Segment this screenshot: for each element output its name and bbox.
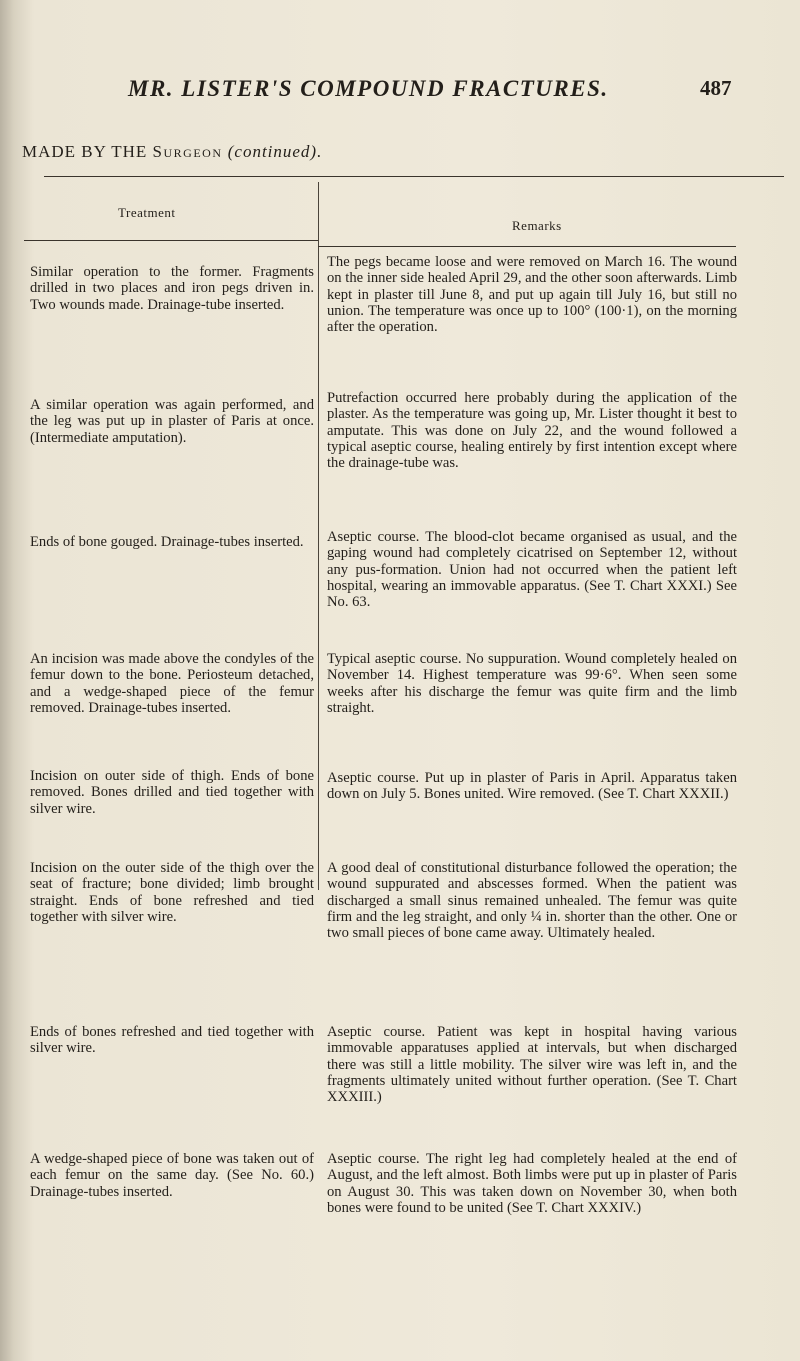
remarks-cell: Putrefaction occurred here probably during the application of the plaster. As the temperature was going up, Mr. Lister thought it best to amputate. This was done on July 22, and the wound followed a typical aseptic course, healing entirely by first intention except where the drainage-tube was. [327, 390, 737, 472]
running-head [0, 76, 800, 106]
remarks-cell: The pegs became loose and were removed on March 16. The wound on the inner side healed April 29, and the other soon afterwards. Limb kept in plaster till June 8, and put up again till July 16, but still no union. The temperature was once up to 100° (100·1), on the morning after the operation. [327, 254, 737, 336]
page-number: 487 [700, 76, 732, 100]
header-rule-left [24, 240, 318, 241]
treatment-cell: Incision on the outer side of the thigh over the seat of fracture; bone divided; limb brought straight. Ends of bone refreshed and tied together with silver wire. [30, 860, 314, 925]
treatment-cell: Similar operation to the former. Fragments drilled in two places and iron pegs driven in. Two wounds made. Drainage-tube inserted. [30, 264, 314, 313]
column-divider [318, 182, 319, 890]
table-caption [22, 142, 322, 162]
remarks-cell: Aseptic course. The right leg had completely healed at the end of August, and the left almost. Both limbs were put up in plaster of Paris on August 30. This was taken down on November 30, when both bones were found to be united (See T. Chart XXXIV.) [327, 1151, 737, 1216]
caption-lead: MADE BY THE [22, 142, 148, 161]
table-top-rule [44, 176, 784, 177]
treatment-cell: A wedge-shaped piece of bone was taken out of each femur on the same day. (See No. 60.) Drainage-tubes inserted. [30, 1151, 314, 1200]
column-header-treatment: Treatment [118, 205, 176, 220]
header-rule-right [318, 246, 736, 247]
remarks-cell: Aseptic course. Put up in plaster of Paris in April. Apparatus taken down on July 5. Bones united. Wire removed. (See T. Chart XXXII.) [327, 770, 737, 803]
treatment-cell: Ends of bones refreshed and tied together with silver wire. [30, 1024, 314, 1057]
caption-surgeon: Surgeon [152, 142, 223, 161]
remarks-cell: Aseptic course. The blood-clot became organised as usual, and the gaping wound had completely cicatrised on September 12, without any pus-formation. Union had not occurred when the patient left hospital, wearing an immovable apparatus. (See T. Chart XXXI.) See No. 63. [327, 529, 737, 611]
remarks-cell: Aseptic course. Patient was kept in hospital having various immovable apparatuses applied at intervals, but when discharged there was still a little mobility. The silver wire was left in, and the fragments ultimately united without further operation. (See T. Chart XXXIII.) [327, 1024, 737, 1106]
column-header-remarks: Remarks [512, 218, 562, 233]
remarks-cell: A good deal of constitutional disturbance followed the operation; the wound suppurated and abscesses formed. When the patient was discharged a small sinus remained unhealed. The femur was quite firm and the leg straight, and only ¼ in. shorter than the other. One or two small pieces of bone came away. Ultimately healed. [327, 860, 737, 942]
remarks-cell: Typical aseptic course. No suppuration. Wound completely healed on November 14. Highest temperature was 99·6°. When seen some weeks after his discharge the femur was quite firm and the limb straight. [327, 651, 737, 716]
treatment-cell: An incision was made above the condyles of the femur down to the bone. Periosteum detached, and a wedge-shaped piece of the femur removed. Drainage-tubes inserted. [30, 651, 314, 716]
treatment-cell: A similar operation was again performed, and the leg was put up in plaster of Paris at once. (Intermediate amputation). [30, 397, 314, 446]
running-title: MR. LISTER'S COMPOUND FRACTURES. [128, 76, 609, 101]
caption-continued: (continued). [227, 142, 323, 161]
treatment-cell: Incision on outer side of thigh. Ends of bone removed. Bones drilled and tied together with silver wire. [30, 768, 314, 817]
treatment-cell: Ends of bone gouged. Drainage-tubes inserted. [30, 534, 304, 550]
